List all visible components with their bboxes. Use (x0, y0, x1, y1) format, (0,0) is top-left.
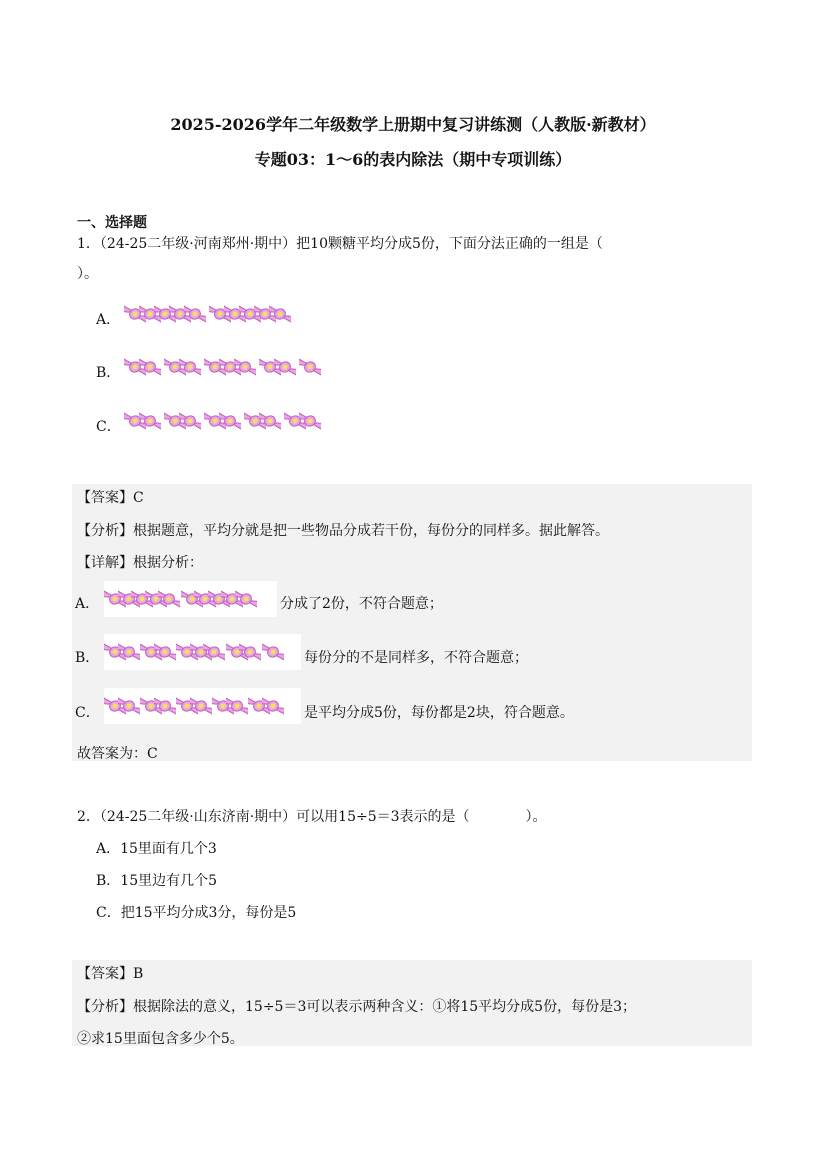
q1-detail-a-text: 分成了2份，不符合题意； (280, 596, 443, 612)
candy-icon (190, 690, 212, 722)
candy-icon (262, 636, 284, 668)
candy-icon (158, 583, 180, 615)
candy-icon (203, 636, 225, 668)
candy-icon (235, 583, 257, 615)
candy-icon (274, 351, 296, 383)
q2-option-a: A．15里面有几个3 (96, 841, 217, 857)
q2-option-b: B．15里边有几个5 (96, 873, 218, 889)
document-title: 2025-2026学年二年级数学上册期中复习讲练测（人教版·新教材） (170, 115, 656, 134)
candy-icon (226, 690, 248, 722)
q1-stem-line1: 1．（24-25二年级·河南郑州·期中）把10颗糖平均分成5份，下面分法正确的一组是（ (77, 236, 603, 252)
q1-conclusion: 故答案为：C (77, 746, 158, 762)
document-subtitle: 专题03：1～6的表内除法（期中专项训练） (254, 150, 572, 169)
candy-icon (154, 636, 176, 668)
candy-icon (139, 405, 161, 437)
q1-analysis: 【分析】根据题意，平均分就是把一些物品分成若干份，每份分的同样多。据此解答。 (77, 523, 609, 539)
q1-detail-c-text: 是平均分成5份，每份都是2块，符合题意。 (304, 705, 574, 721)
candy-icon (262, 690, 284, 722)
candy-icon (179, 405, 201, 437)
q1-detail-intro: 【详解】根据分析： (77, 555, 203, 571)
q2-analysis-line1: 【分析】根据除法的意义，15÷5＝3可以表示两种含义：①将15平均分成5份，每份是3； (77, 999, 636, 1015)
candy-icon (299, 405, 321, 437)
q1-detail-a-label: A． (75, 596, 100, 612)
candy-icon (239, 636, 261, 668)
candy-icon (219, 405, 241, 437)
candy-icon (139, 351, 161, 383)
q1-option-c-label: C． (96, 419, 121, 435)
q1-detail-b-text: 每份分的不是同样多，不符合题意； (304, 650, 528, 666)
q1-option-c-candies (124, 403, 349, 439)
candy-icon (179, 351, 201, 383)
candy-icon (259, 405, 281, 437)
q1-option-a-label: A． (96, 312, 121, 328)
q2-stem: 2．（24-25二年级·山东济南·期中）可以用15÷5＝3表示的是（ ）。 (77, 809, 547, 825)
candy-icon (184, 298, 206, 330)
candy-icon (154, 690, 176, 722)
q1-option-a-candies (124, 296, 309, 332)
q1-answer: 【答案】C (77, 490, 144, 506)
q1-detail-b-label: B． (75, 650, 100, 666)
candy-icon (118, 636, 140, 668)
q2-option-c: C．把15平均分成3分，每份是5 (96, 905, 297, 921)
q2-analysis-line2: ②求15里面包含多少个5。 (77, 1031, 244, 1047)
candy-icon (118, 690, 140, 722)
q1-detail-c-label: C． (75, 705, 100, 721)
q1-detail-c-candies (104, 688, 301, 724)
q1-option-b-label: B． (96, 365, 121, 381)
candy-icon (234, 351, 256, 383)
section-heading: 一、选择题 (77, 215, 147, 231)
q1-option-b-candies (124, 349, 349, 385)
candy-icon (269, 298, 291, 330)
q1-stem-line2: ）。 (77, 266, 98, 282)
q1-detail-b-candies (104, 634, 301, 670)
candy-icon (299, 351, 321, 383)
q2-answer: 【答案】B (77, 966, 144, 982)
q1-detail-a-candies (104, 581, 277, 617)
